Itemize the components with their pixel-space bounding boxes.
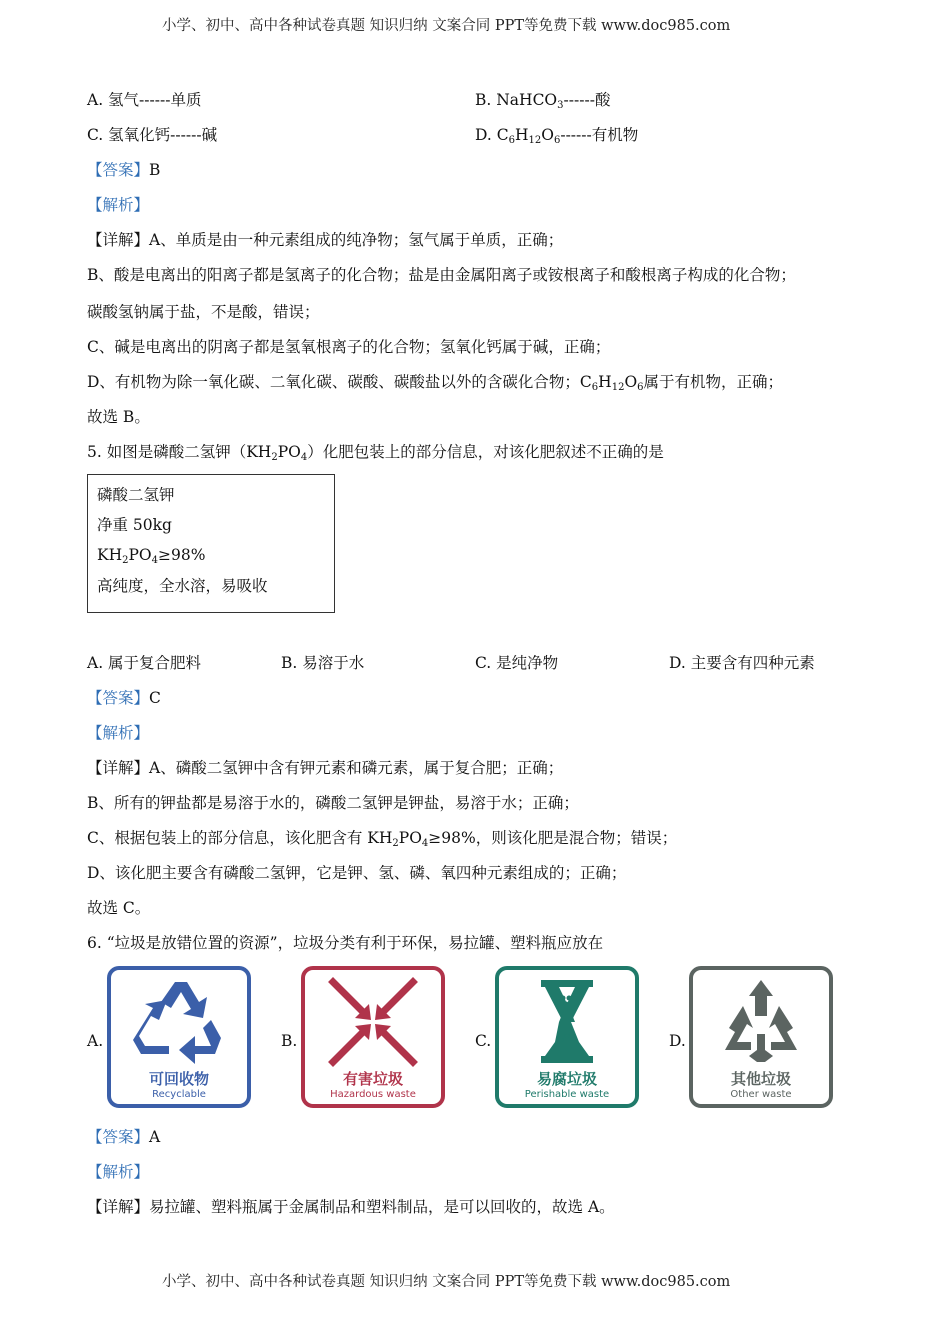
hazardous-bin-sign bbox=[301, 966, 445, 1108]
recyclable-label-cn: 可回收物 bbox=[148, 1070, 209, 1088]
recyclable-bin-sign bbox=[107, 966, 251, 1108]
recycle-icon bbox=[131, 976, 227, 1068]
q4-detail-line3: 碳酸氢钠属于盐，不是酸，错误； bbox=[87, 303, 320, 321]
q6-option-c-letter: C. bbox=[475, 1032, 492, 1050]
q5-detail-line1: 【详解】A、磷酸二氢钾中含有钾元素和磷元素，属于复合肥；正确； bbox=[87, 759, 564, 777]
q4-detail-line5: D、有机物为除一氧化碳、二氧化碳、碳酸、碳酸盐以外的含碳化合物；$C_6H_{12}O_6$属于有机物，正确； bbox=[87, 373, 784, 393]
q4-conclusion: 故选 B。 bbox=[87, 408, 150, 426]
box-line-purity: $KH_2PO_4\ge 98\%$ bbox=[97, 546, 206, 566]
q5-option-d: D. 主要含有四种元素 bbox=[669, 654, 815, 672]
q5-detail-line3: C、根据包装上的部分信息，该化肥含有 $KH_2PO_4\ge 98\%$，则该化肥是混合物；错误； bbox=[87, 829, 678, 849]
hazardous-label-en: Hazardous waste bbox=[330, 1089, 416, 1100]
q4-analysis-tag: 【解析】 bbox=[87, 196, 150, 214]
q6-option-d-letter: D. bbox=[669, 1032, 686, 1050]
q4-answer: 【答案】B bbox=[87, 161, 161, 179]
q5-answer: 【答案】C bbox=[87, 689, 161, 707]
q5-detail-line4: D、该化肥主要含有磷酸二氢钾，它是钾、氢、磷、氧四种元素组成的；正确； bbox=[87, 864, 627, 882]
q6-option-a-letter: A. bbox=[87, 1032, 104, 1050]
q4-detail-line1: 【详解】A、单质是由一种元素组成的纯净物；氢气属于单质，正确； bbox=[87, 231, 564, 249]
q5-analysis-tag: 【解析】 bbox=[87, 724, 150, 742]
perishable-label-cn: 易腐垃圾 bbox=[536, 1070, 597, 1088]
perishable-bin-sign bbox=[495, 966, 639, 1108]
box-line-features: 高纯度，全水溶，易吸收 bbox=[97, 577, 268, 595]
q6-detail: 【详解】易拉罐、塑料瓶属于金属制品和塑料制品，是可以回收的，故选 A。 bbox=[87, 1198, 615, 1216]
q4-option-b: B. NaHCO$_3$------酸 bbox=[475, 91, 611, 111]
q4-option-c: C. 氢氧化钙------碱 bbox=[87, 126, 218, 144]
q5-detail-line2: B、所有的钾盐都是易溶于水的，磷酸二氢钾是钾盐，易溶于水；正确； bbox=[87, 794, 579, 812]
q4-detail-line4: C、碱是电离出的阴离子都是氢氧根离子的化合物；氢氧化钙属于碱，正确； bbox=[87, 338, 611, 356]
q6-analysis-tag: 【解析】 bbox=[87, 1163, 150, 1181]
q5-option-b: B. 易溶于水 bbox=[281, 654, 365, 672]
other-label-en: Other waste bbox=[730, 1089, 792, 1100]
page-header: 小学、初中、高中各种试卷真题 知识归纳 文案合同 PPT等免费下载 www.doc985.com bbox=[162, 18, 731, 34]
q4-option-d: D. $C_6H_{12}O_6------$有机物 bbox=[475, 126, 639, 146]
page-footer: 小学、初中、高中各种试卷真题 知识归纳 文案合同 PPT等免费下载 www.doc985.com bbox=[162, 1274, 731, 1290]
box-line-weight: 净重 50kg bbox=[97, 516, 172, 534]
q6-option-b-letter: B. bbox=[281, 1032, 298, 1050]
q6-answer: 【答案】A bbox=[87, 1128, 161, 1146]
q6-stem: 6. “垃圾是放错位置的资源”，垃圾分类有利于环保，易拉罐、塑料瓶应放在 bbox=[87, 934, 604, 952]
hazard-arrows-icon bbox=[325, 976, 421, 1068]
q4-detail-line2: B、酸是电离出的阳离子都是氢离子的化合物；盐是由金属阳离子或铵根离子和酸根离子构成的化合物； bbox=[87, 266, 796, 284]
hourglass-icon bbox=[519, 976, 615, 1068]
perishable-label-en: Perishable waste bbox=[524, 1089, 610, 1100]
q5-option-c: C. 是纯净物 bbox=[475, 654, 559, 672]
q5-option-a: A. 属于复合肥料 bbox=[87, 654, 202, 672]
recyclable-label-en: Recyclable bbox=[152, 1089, 206, 1100]
other-bin-sign bbox=[689, 966, 833, 1108]
box-line-name: 磷酸二氢钾 bbox=[97, 486, 175, 504]
other-label-cn: 其他垃圾 bbox=[730, 1070, 791, 1088]
q5-conclusion: 故选 C。 bbox=[87, 899, 151, 917]
q5-stem: 5. 如图是磷酸二氢钾$(KH_2PO_4)$化肥包装上的部分信息，对该化肥叙述不正确的是 bbox=[87, 443, 664, 463]
q4-option-a: A. 氢气------单质 bbox=[87, 91, 202, 109]
hazardous-label-cn: 有害垃圾 bbox=[342, 1070, 403, 1088]
other-waste-icon bbox=[713, 976, 809, 1068]
